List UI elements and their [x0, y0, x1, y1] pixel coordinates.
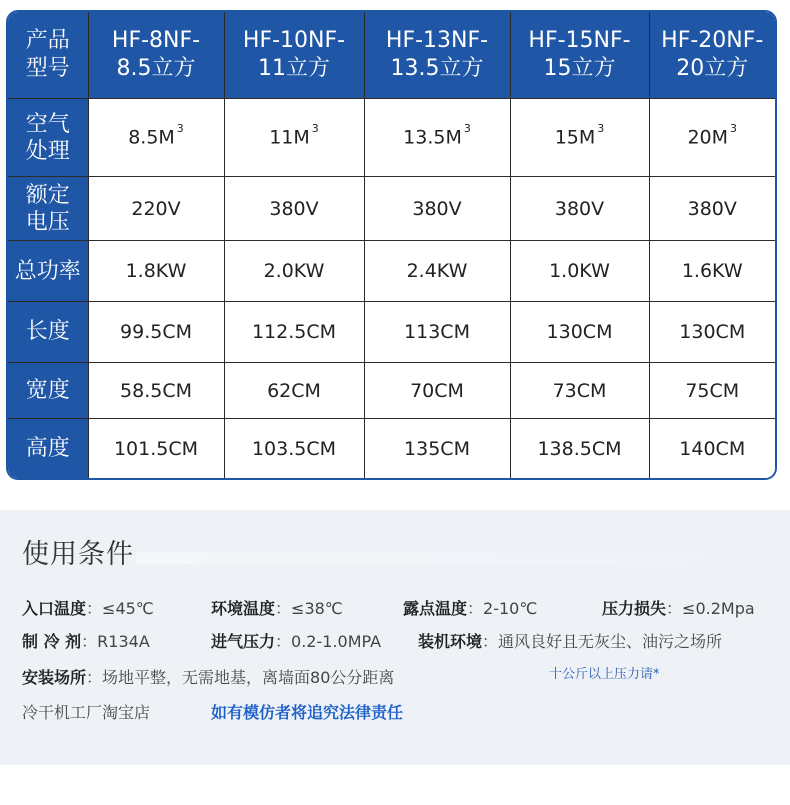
spec-table-frame — [6, 10, 777, 480]
table-cell: 380V — [364, 177, 510, 241]
table-cell: 8.5M $^3$ — [88, 98, 224, 176]
table-cell: 15M $^3$ — [510, 98, 649, 176]
row-label: 宽度 — [8, 362, 88, 418]
table-cell: 99.5CM — [88, 301, 224, 362]
table-row — [8, 241, 775, 301]
spec-install-environment: 装机环境：通风良好且无灰尘、油污之场所 — [418, 632, 723, 651]
table-cell: 103.5CM — [224, 419, 364, 478]
row-label: 额定 电压 — [8, 177, 88, 241]
table-row — [8, 301, 775, 362]
section-title: 使用条件 — [22, 539, 134, 570]
table-cell: 11M $^3$ — [224, 98, 364, 176]
table-cell: 73CM — [510, 362, 649, 418]
table-cell: 130CM — [510, 301, 649, 362]
model-header: HF-15NF- 15立方 — [510, 12, 649, 98]
row-label: 高度 — [8, 419, 88, 478]
table-cell: 2.0KW — [224, 241, 364, 301]
pressure-note: 十公斤以上压力请* — [549, 667, 660, 682]
table-cell: 380V — [649, 177, 775, 241]
model-header: HF-8NF- 8.5立方 — [88, 12, 224, 98]
table-cell: 2.4KW — [364, 241, 510, 301]
spec-inlet-pressure: 进气压力：0.2-1.0MPA — [211, 632, 382, 651]
model-header: HF-10NF- 11立方 — [224, 12, 364, 98]
spec-inlet-temp: 入口温度：≤45℃ — [22, 599, 154, 618]
table-row — [8, 419, 775, 478]
table-cell: 135CM — [364, 419, 510, 478]
model-header: HF-20NF- 20立方 — [649, 12, 775, 98]
table-cell: 140CM — [649, 419, 775, 478]
spec-pressure-loss: 压力损失：≤0.2Mpa — [602, 599, 755, 618]
spec-ambient-temp: 环境温度：≤38℃ — [211, 599, 343, 618]
table-row — [8, 362, 775, 418]
shop-name: 冷干机工厂淘宝店 — [22, 703, 151, 722]
table-cell: 20M $^3$ — [649, 98, 775, 176]
table-cell: 13.5M $^3$ — [364, 98, 510, 176]
table-cell: 1.8KW — [88, 241, 224, 301]
copyright-warning: 如有模仿者将追究法律责任 — [211, 703, 404, 722]
spec-table — [8, 12, 775, 478]
row-label: 总功率 — [8, 241, 88, 301]
model-header: HF-13NF- 13.5立方 — [364, 12, 510, 98]
table-cell: 113CM — [364, 301, 510, 362]
spec-refrigerant: 制 冷 剂：R134A — [22, 632, 150, 651]
table-cell: 1.0KW — [510, 241, 649, 301]
table-cell: 130CM — [649, 301, 775, 362]
usage-conditions-section — [0, 510, 790, 765]
table-cell: 1.6KW — [649, 241, 775, 301]
table-cell: 75CM — [649, 362, 775, 418]
table-cell: 58.5CM — [88, 362, 224, 418]
header-corner: 产品 型号 — [8, 12, 88, 98]
row-label: 长度 — [8, 301, 88, 362]
table-cell: 220V — [88, 177, 224, 241]
table-cell: 101.5CM — [88, 419, 224, 478]
table-cell: 112.5CM — [224, 301, 364, 362]
table-cell: 380V — [224, 177, 364, 241]
table-cell: 380V — [510, 177, 649, 241]
table-cell: 138.5CM — [510, 419, 649, 478]
header-row — [8, 12, 775, 98]
spec-dew-point: 露点温度：2-10℃ — [403, 599, 538, 618]
table-row — [8, 98, 775, 176]
table-row — [8, 177, 775, 241]
title-underline — [136, 552, 766, 564]
table-cell: 70CM — [364, 362, 510, 418]
row-label: 空气 处理 — [8, 98, 88, 176]
spec-install-site: 安装场所：场地平整，无需地基，离墙面80公分距离 — [22, 668, 395, 687]
table-cell: 62CM — [224, 362, 364, 418]
